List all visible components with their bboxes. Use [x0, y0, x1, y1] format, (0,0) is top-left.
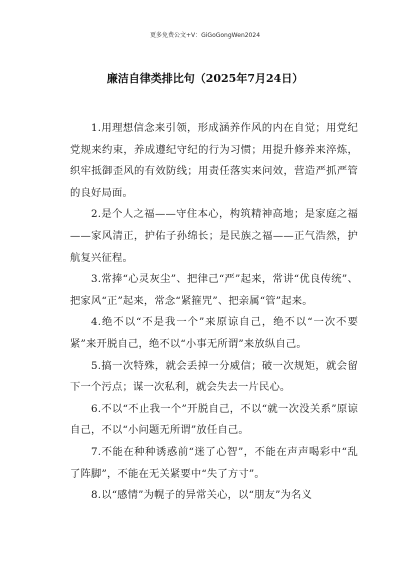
- paragraph-8: 8.以“感情”为幌子的异常关心，以“朋友”为名义: [91, 489, 313, 502]
- document-body: [70, 118, 358, 507]
- paragraph-1: 1.用理想信念来引领，形成涵养作风的内在自觉；用党纪党规来约束，养成遵纪守纪的行为习惯；用提升修养来淬炼，织牢抵御歪风的有效防线；用责任落实来问效，营造严抓严管的良好局面。: [70, 122, 358, 199]
- paragraph-4: 4.绝不以“不是我一个”来原谅自己，绝不以“一次不要紧”来开脱自己，绝不以“小事无所谓”来放纵自己。: [70, 316, 358, 350]
- paragraph-3: 3.常捧“心灵灰尘”、把律己“严”起来，常讲“优良传统”、把家风“正”起来，常念“紧箍咒”、把亲属“管”起来。: [70, 273, 358, 307]
- paragraph-2: 2.是个人之福——守住本心，构筑精神高地；是家庭之福——家风清正，护佑子孙绵长；是民族之福——正气浩然，护航复兴征程。: [70, 208, 358, 264]
- paragraph-7: 7.不能在种种诱惑前“迷了心智”，不能在声声喝彩中“乱了阵脚”，不能在无关紧要中“失了方寸”。: [70, 445, 358, 480]
- header-note: 更多免费公文+V：GiGoGongWen2024: [149, 32, 261, 39]
- paragraph-6: 6.不以“不止我一个”开脱自己，不以“就一次没关系”原谅自己，不以“小问题无所谓”放任自己。: [70, 402, 358, 437]
- paragraph-5: 5.搞一次特殊，就会丢掉一分威信；破一次规矩，就会留下一个污点；谋一次私利，就会失去一片民心。: [70, 359, 358, 394]
- document-title: 廉洁自律类排比句（2025年7月24日）: [106, 72, 304, 85]
